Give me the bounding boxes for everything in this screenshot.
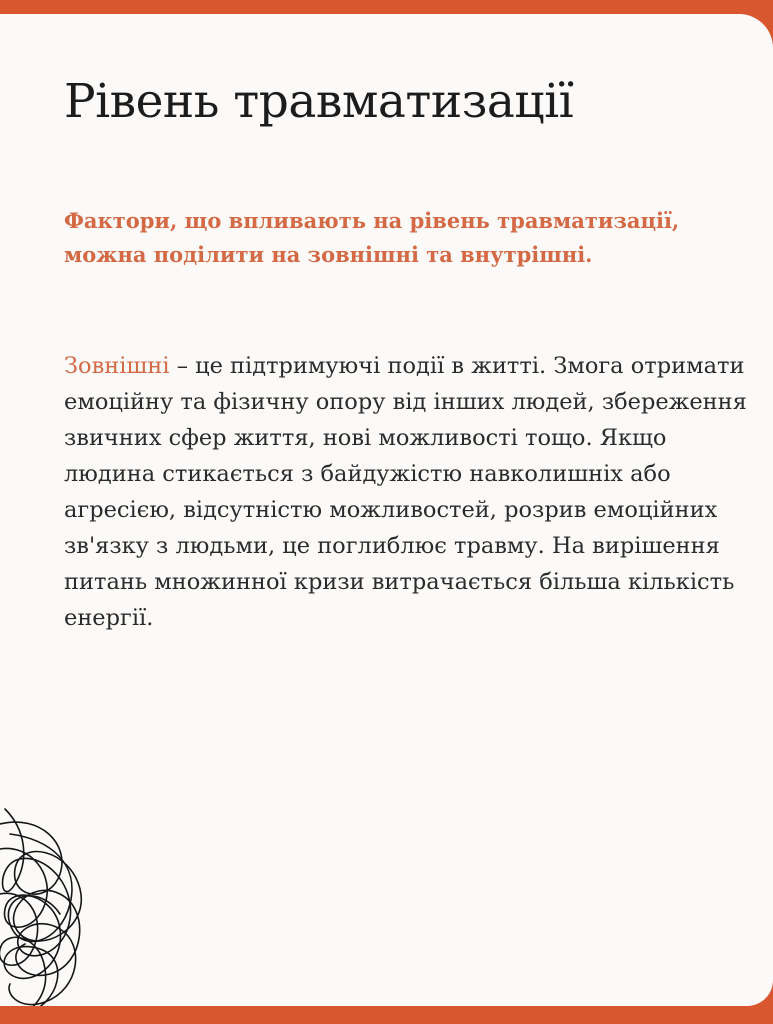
highlight-term: Зовнішні [64, 353, 170, 379]
body-text: – це підтримуючі події в житті. Змога отримати емоційну та фізичну опору від інших людей, збереження звичних сфер життя, нові можливості тощо. Якщо людина стикається з байдужістю навколишніх або агресією, відсутністю можливостей, розрив емоційних зв'язку з людьми, це поглиблює травму. На вирішення питань множинної кризи витрачається більша кількість енергії. [64, 353, 747, 631]
content-card [0, 14, 773, 1006]
intro-paragraph: Фактори, що впливають на рівень травматизації, можна поділити на зовнішні та внутрішні. [64, 208, 680, 267]
scribble-decoration [0, 804, 200, 1006]
body-paragraph [64, 348, 754, 636]
page-title: Рівень травматизації [64, 74, 574, 129]
